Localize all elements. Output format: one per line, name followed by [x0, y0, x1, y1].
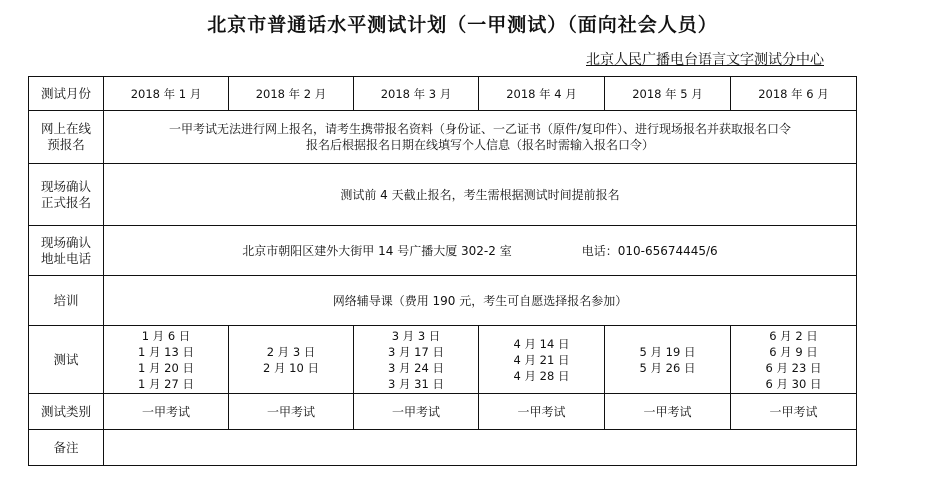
row-label-onsite-formal	[29, 164, 104, 226]
test-date: 4 月 28 日	[513, 368, 570, 383]
test-dates-cell	[104, 326, 229, 394]
month-cell: 2018 年 6 月	[731, 77, 857, 111]
test-date: 1 月 27 日	[138, 376, 194, 391]
test-date: 3 月 3 日	[391, 328, 441, 343]
test-date: 5 月 26 日	[639, 360, 696, 375]
row-label-test-type: 测试类别	[29, 394, 104, 430]
page-title: 北京市普通话水平测试计划（一甲测试）（面向社会人员）	[207, 14, 718, 36]
test-dates-cell	[731, 326, 857, 394]
test-date: 5 月 19 日	[639, 344, 696, 359]
training-row	[29, 276, 857, 326]
row-label-remarks: 备注	[29, 430, 104, 466]
test-dates-cell	[229, 326, 354, 394]
row-label-month: 测试月份	[29, 77, 104, 111]
test-dates-row	[29, 326, 857, 394]
test-date: 4 月 14 日	[513, 336, 570, 351]
test-date: 4 月 21 日	[513, 352, 570, 367]
test-date: 2 月 3 日	[266, 344, 316, 359]
row-label-test: 测试	[29, 326, 104, 394]
test-type-cell: 一甲考试	[229, 394, 354, 430]
test-date: 6 月 2 日	[769, 328, 818, 343]
row-label-online-prereg	[29, 111, 104, 164]
month-row	[29, 77, 857, 111]
training-content: 网络辅导课（费用 190 元，考生可自愿选择报名参加）	[104, 276, 857, 326]
test-type-cell: 一甲考试	[605, 394, 731, 430]
row-label-line: 网上在线	[40, 121, 91, 136]
onsite-formal-content: 测试前 4 天截止报名，考生需根据测试时间提前报名	[104, 164, 857, 226]
remarks-content	[104, 430, 857, 466]
test-date: 2 月 10 日	[263, 360, 319, 375]
month-cell: 2018 年 4 月	[479, 77, 605, 111]
test-type-cell: 一甲考试	[479, 394, 605, 430]
row-label-training: 培训	[29, 276, 104, 326]
test-date: 6 月 30 日	[765, 376, 822, 391]
test-date: 3 月 31 日	[388, 376, 444, 391]
address-text: 北京市朝阳区建外大街甲 14 号广播大厦 302-2 室	[242, 243, 512, 258]
test-dates-cell	[605, 326, 731, 394]
onsite-formal-row	[29, 164, 857, 226]
phone-text: 电话：010-65674445/6	[581, 243, 718, 258]
row-label-line: 预报名	[47, 137, 85, 152]
remarks-row	[29, 430, 857, 466]
online-prereg-line: 一甲考试无法进行网上报名，请考生携带报名资料（身份证、一乙证书（原件/复印件）、进行现场报名并获取报名口令	[168, 122, 792, 136]
row-label-line: 地址电话	[40, 250, 91, 266]
test-date: 3 月 24 日	[388, 360, 444, 375]
test-date: 1 月 20 日	[138, 360, 194, 375]
test-type-cell: 一甲考试	[731, 394, 857, 430]
month-cell: 2018 年 2 月	[229, 77, 354, 111]
test-type-cell: 一甲考试	[354, 394, 479, 430]
test-date: 3 月 17 日	[388, 344, 444, 359]
row-label-onsite-address	[29, 226, 104, 276]
row-label-line: 正式报名	[40, 194, 91, 210]
organization-name: 北京人民广播电台语言文字测试分中心	[586, 52, 824, 68]
month-cell: 2018 年 3 月	[354, 77, 479, 111]
online-prereg-content	[104, 111, 857, 164]
online-prereg-line: 报名后根据报名日期在线填写个人信息（报名时需输入报名口令）	[305, 138, 654, 152]
onsite-address-content	[104, 226, 857, 276]
online-prereg-row	[29, 111, 857, 164]
row-label-line: 现场确认	[40, 234, 91, 250]
test-dates-cell	[479, 326, 605, 394]
test-type-row	[29, 394, 857, 430]
test-date: 6 月 23 日	[765, 360, 822, 375]
test-date: 1 月 13 日	[138, 344, 194, 359]
test-type-cell: 一甲考试	[104, 394, 229, 430]
row-label-line: 现场确认	[40, 178, 91, 194]
onsite-address-row	[29, 226, 857, 276]
month-cell: 2018 年 1 月	[104, 77, 229, 111]
test-date: 6 月 9 日	[769, 344, 818, 359]
month-cell: 2018 年 5 月	[605, 77, 731, 111]
test-dates-cell	[354, 326, 479, 394]
test-date: 1 月 6 日	[141, 328, 191, 343]
test-schedule-table	[28, 76, 857, 466]
